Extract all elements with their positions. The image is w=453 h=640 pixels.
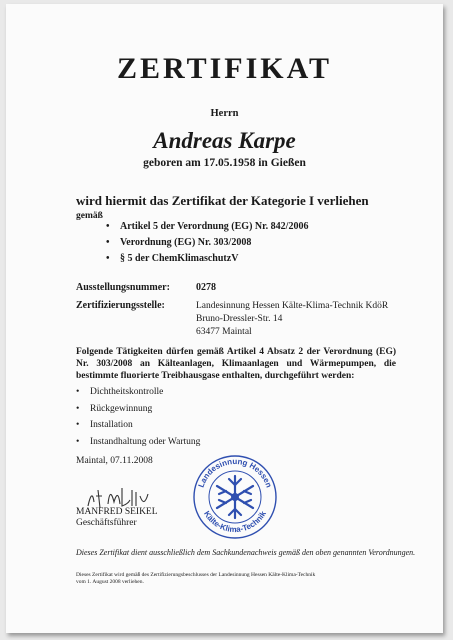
birth-info: geboren am 17.05.1958 in Gießen [143,157,306,169]
signatory-role: Geschäftsführer [76,518,137,528]
svg-text:Kälte-Klima-Technik: Kälte-Klima-Technik [202,509,268,535]
cert-number: 0278 [196,282,216,293]
disclaimer-note: Dieses Zertifikat dient ausschließlich dem Sachkundenachweis gemäß den oben genannten Verordnungen. [76,548,416,557]
footer-line-1: Dieses Zertifikat wird gemäß des Zertifizierungsbeschlusses der Landesinnung Hessen Kälte-Klima-Technik [76,572,316,578]
list-item: • § 5 der ChemKlimaschutzV [106,251,308,267]
issuer-label: Zertifizierungsstelle: [76,300,165,311]
certificate-page [6,4,443,633]
svg-text:Landesinnung Hessen: Landesinnung Hessen [196,456,274,489]
cert-number-label: Ausstellungsnummer: [76,282,170,293]
bullet-icon: • [106,221,110,232]
issuer-line-2: Bruno-Dressler-Str. 14 [196,314,283,324]
activities-intro: Folgende Tätigkeiten dürfen gemäß Artikel 4 Absatz 2 der Verordnung (EG) Nr. 303/2008 an Kälteanlagen, Klimaanlagen und Wärmepumpen, die bestimmte fluorierte Treibhausgase enthalten, durchgeführt werden: [76,347,396,381]
signatory [76,507,158,529]
bullet-icon: • [106,253,110,264]
bullet-icon: • [106,237,110,248]
legal-basis-list [106,219,308,267]
gemaess-label: gemäß [76,211,103,221]
list-item: • Artikel 5 der Verordnung (EG) Nr. 842/2006 [106,219,308,235]
list-item: • Instandhaltung oder Wartung [76,434,200,451]
bullet-icon: • [76,403,80,414]
bullet-icon: • [76,436,80,447]
issuer-line-3: 63477 Maintal [196,327,252,337]
place-date: Maintal, 07.11.2008 [76,456,153,466]
salutation: Herrn [210,108,239,119]
footer-text [76,572,315,586]
footer-line-2: vom 1. August 2008 verliehen. [76,579,144,585]
certificate-title: ZERTIFIKAT [116,52,333,85]
list-item: • Verordnung (EG) Nr. 303/2008 [106,235,308,251]
issuer-line-1: Landesinnung Hessen Kälte-Klima-Technik KdöR [196,301,389,311]
signatory-name: MANFRED SEIKEL [76,507,158,517]
granted-statement: wird hiermit das Zertifikat der Kategorie I verliehen [76,193,369,208]
bullet-icon: • [76,420,80,430]
list-item: • Rückgewinnung [76,401,200,418]
bullet-icon: • [76,387,80,397]
recipient-name: Andreas Karpe [153,128,296,153]
list-item: • Installation [76,417,200,434]
seal-icon [192,454,278,540]
activities-list [76,384,200,450]
list-item: • Dichtheitskontrolle [76,384,200,401]
